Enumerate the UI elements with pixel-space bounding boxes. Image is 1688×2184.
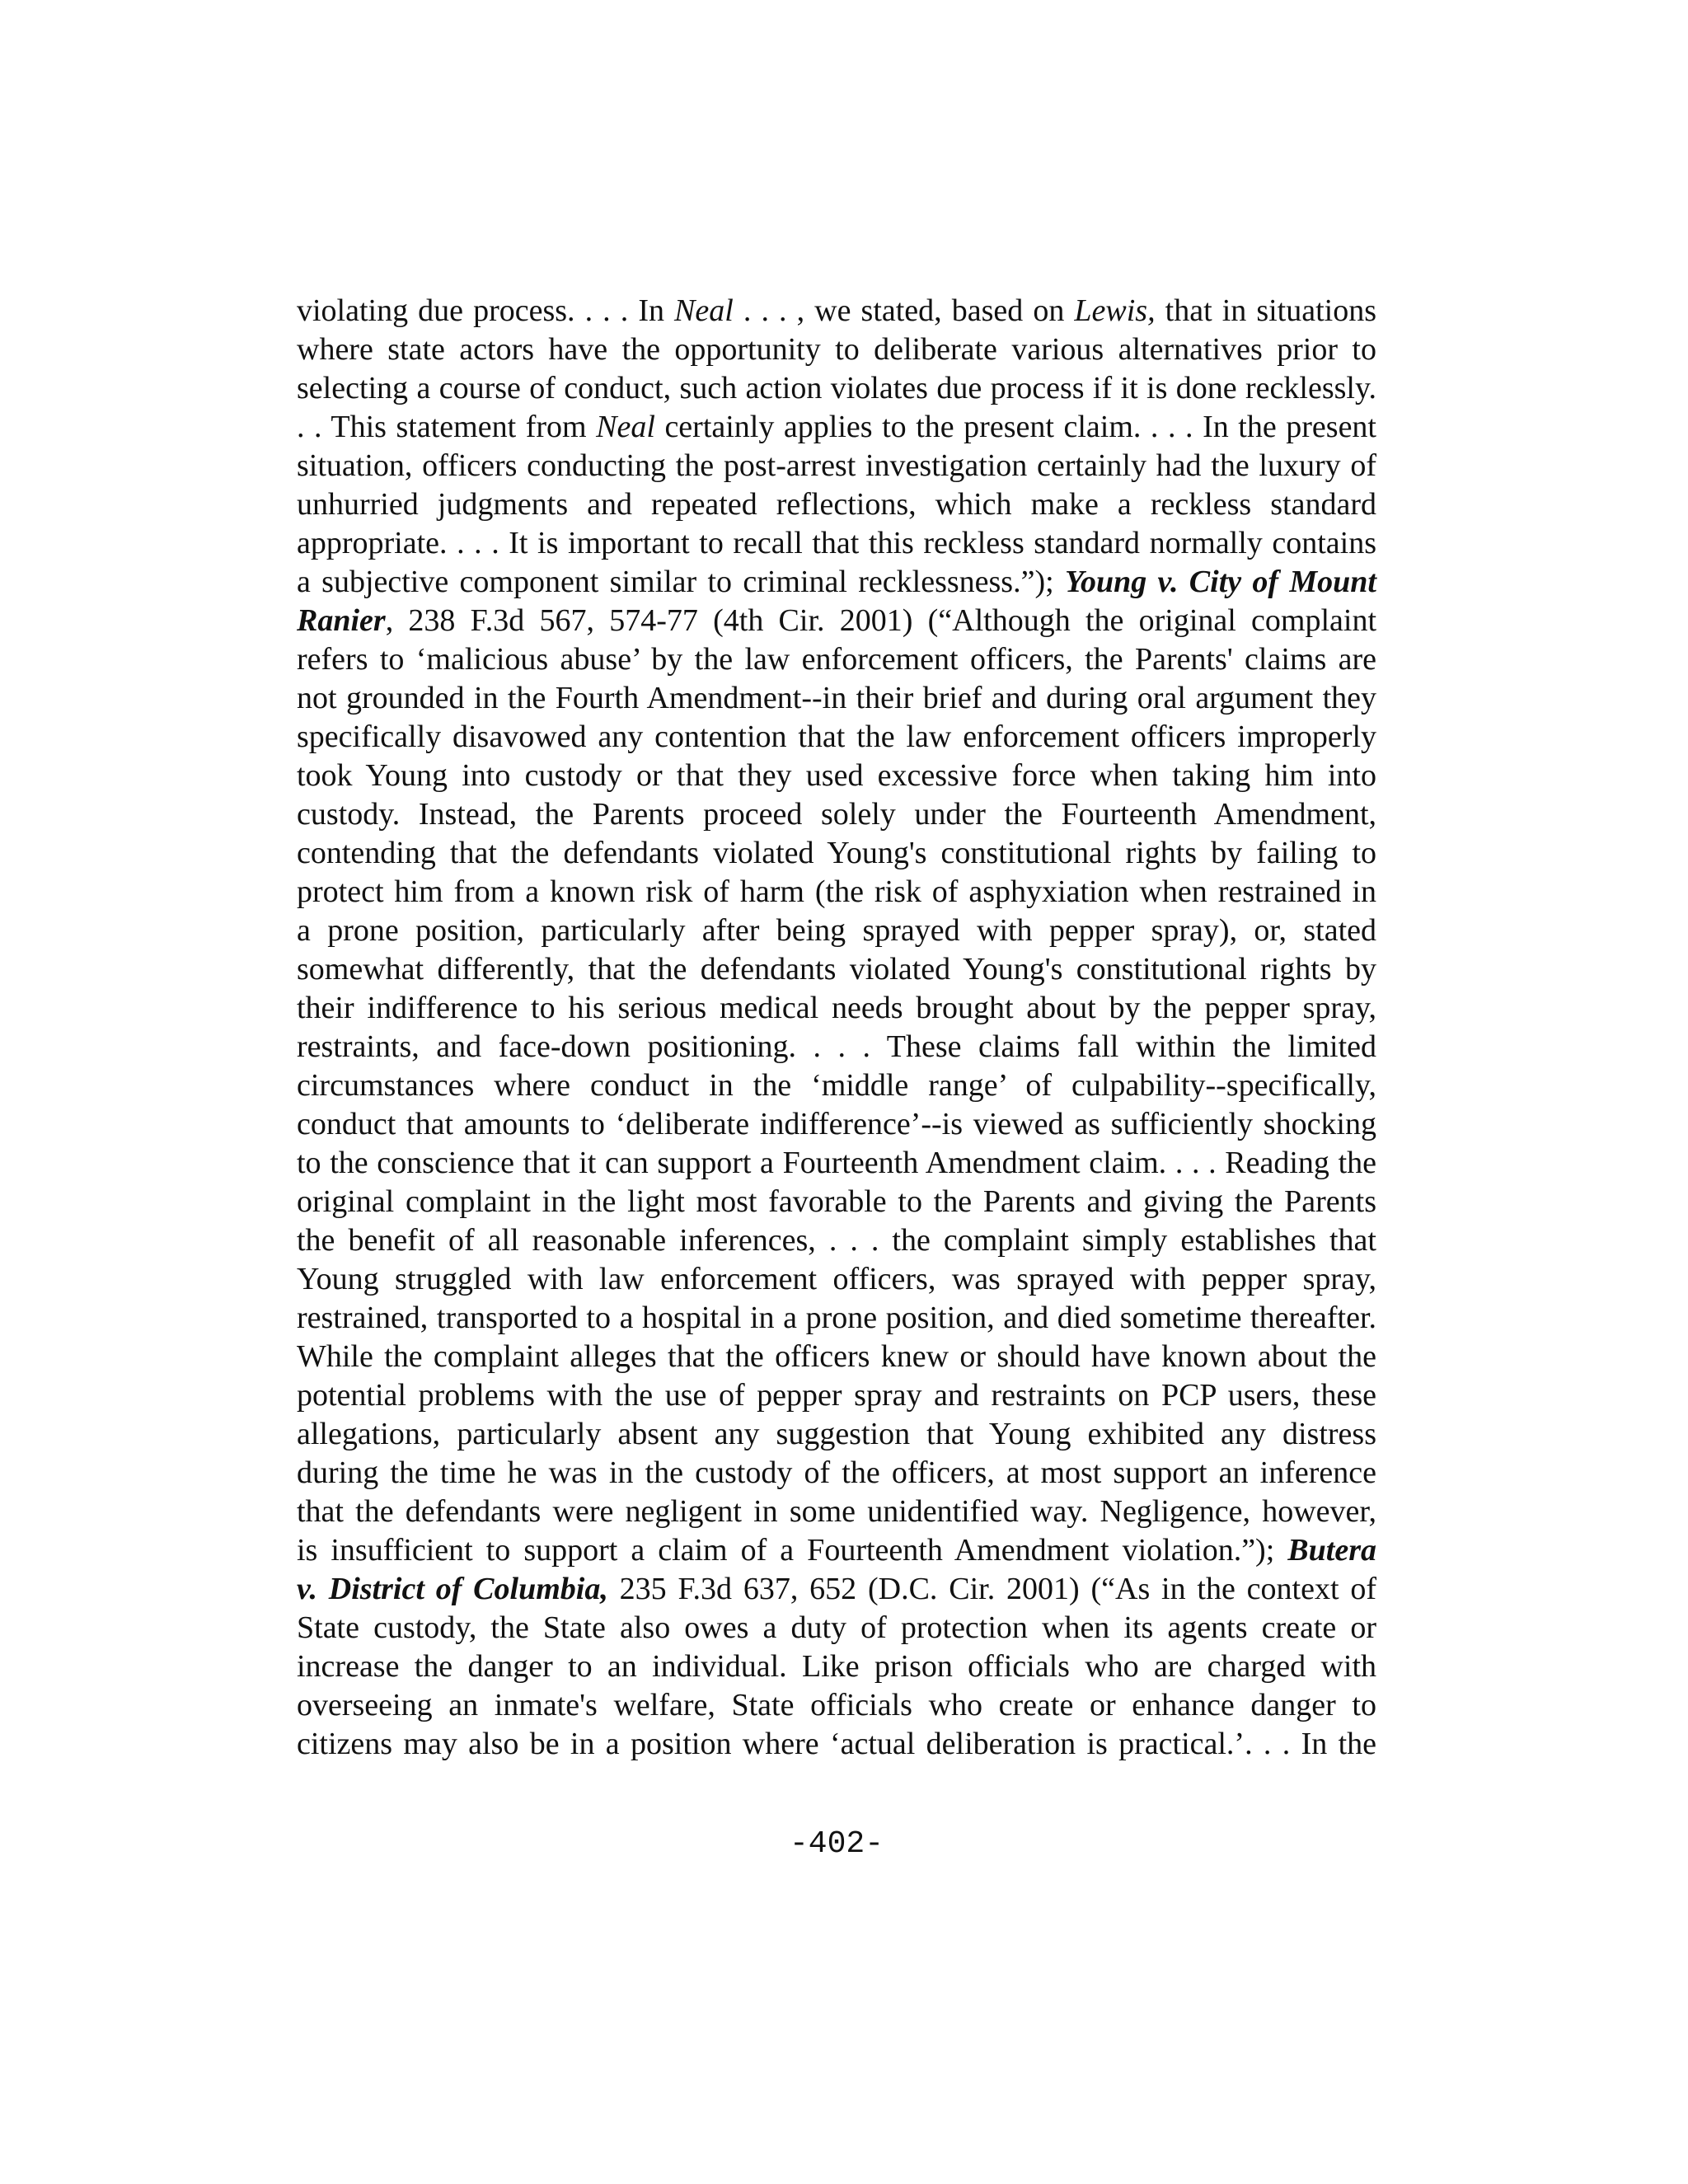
text-run: their indifference to his serious medical needs brought about by the pepper spray, [297,991,1376,1025]
case-name: Ranier [297,603,386,638]
text-run: State custody, the State also owes a duty of protection when its agents create or [297,1610,1376,1645]
text-run: that the defendants were negligent in some unidentified way. Negligence, however, [297,1494,1376,1529]
text-run: took Young into custody or that they used excessive force when taking him into [297,758,1376,793]
text-run: violating due process. . . . In [297,293,675,328]
text-line [297,1609,1376,1647]
text-run: protect him from a known risk of harm (the risk of asphyxiation when restrained in [297,874,1376,909]
text-line [297,1338,1376,1376]
text-line [297,1570,1376,1609]
text-run: a subjective component similar to criminal recklessness.”); [297,565,1065,599]
text-run: refers to ‘malicious abuse’ by the law enforcement officers, the Parents' claims are [297,642,1376,677]
text-line [297,1686,1376,1725]
text-line [297,1028,1376,1066]
text-line [297,485,1376,524]
text-line [297,1531,1376,1570]
text-line [297,330,1376,369]
text-run: While the complaint alleges that the officers knew or should have known about the [297,1339,1376,1374]
text-line [297,1260,1376,1299]
text-run: . . This statement from [297,410,597,444]
text-line [297,1105,1376,1144]
text-line [297,524,1376,563]
case-name: Butera [1287,1533,1376,1568]
text-run: potential problems with the use of pepper spray and restraints on PCP users, these [297,1378,1376,1413]
text-line [297,1066,1376,1105]
text-run: contending that the defendants violated Young's constitutional rights by failing to [297,836,1376,870]
text-line [297,640,1376,679]
text-run: unhurried judgments and repeated reflections, which make a reckless standard [297,487,1376,522]
italic-text: Lewis, [1074,293,1156,328]
italic-text: Neal [596,410,655,444]
text-run: 235 F.3d 637, 652 (D.C. Cir. 2001) (“As in the context of [607,1572,1376,1606]
text-line [297,1725,1376,1764]
text-run: circumstances where conduct in the ‘middle range’ of culpability--specifically, [297,1068,1376,1103]
text-run: conduct that amounts to ‘deliberate indifference’--is viewed as sufficiently shocking [297,1107,1376,1141]
text-run: that in situations [1155,293,1377,328]
text-line [297,912,1376,950]
text-line [297,757,1376,795]
text-run: allegations, particularly absent any suggestion that Young exhibited any distress [297,1417,1376,1451]
text-line [297,795,1376,834]
text-line [297,873,1376,912]
text-run: specifically disavowed any contention that the law enforcement officers improperly [297,719,1376,754]
text-run: custody. Instead, the Parents proceed solely under the Fourteenth Amendment, [297,797,1376,832]
body-text [297,292,1376,1764]
text-line [297,447,1376,485]
text-line [297,989,1376,1028]
text-run: somewhat differently, that the defendants violated Young's constitutional rights by [297,952,1376,987]
text-line [297,1221,1376,1260]
case-name: v. District of Columbia, [297,1572,608,1606]
text-run: overseeing an inmate's welfare, State officials who create or enhance danger to [297,1688,1376,1722]
text-run: not grounded in the Fourth Amendment--in their brief and during oral argument they [297,681,1376,715]
text-run: is insufficient to support a claim of a Fourteenth Amendment violation.”); [297,1533,1288,1568]
text-line [297,408,1376,447]
text-line [297,1454,1376,1493]
text-line [297,834,1376,873]
text-run: the benefit of all reasonable inferences, . . . the complaint simply establishes that [297,1223,1376,1258]
text-line [297,718,1376,757]
text-line [297,950,1376,989]
text-line [297,1144,1376,1183]
text-line [297,292,1376,330]
text-line [297,563,1376,602]
text-run: a prone position, particularly after being sprayed with pepper spray), or, stated [297,913,1376,948]
text-run: restraints, and face-down positioning. . . . These claims fall within the limited [297,1029,1376,1064]
text-line [297,1493,1376,1531]
text-run: . . . , we stated, based on [733,293,1075,328]
italic-text: Neal [674,293,734,328]
text-run: appropriate. . . . It is important to recall that this reckless standard normally contains [297,526,1376,560]
text-run: during the time he was in the custody of the officers, at most support an inference [297,1455,1376,1490]
text-line [297,679,1376,718]
case-name: Young v. City of Mount [1064,565,1376,599]
text-line [297,1647,1376,1686]
text-line [297,1376,1376,1415]
text-line [297,1299,1376,1338]
page-number: -402- [789,1826,884,1862]
text-run: certainly applies to the present claim. . . . In the present [654,410,1376,444]
text-run: increase the danger to an individual. Like prison officials who are charged with [297,1649,1376,1684]
text-run: to the conscience that it can support a Fourteenth Amendment claim. . . . Reading the [297,1146,1376,1180]
text-run: original complaint in the light most favorable to the Parents and giving the Parents [297,1184,1376,1219]
text-run: citizens may also be in a position where ‘actual deliberation is practical.’. . . In the [297,1727,1376,1761]
text-line [297,1415,1376,1454]
text-run: Young struggled with law enforcement officers, was sprayed with pepper spray, [297,1262,1376,1296]
text-line [297,1183,1376,1221]
text-run: situation, officers conducting the post-arrest investigation certainly had the luxury of [297,448,1376,483]
text-line [297,602,1376,640]
text-run: selecting a course of conduct, such action violates due process if it is done recklessly. [297,371,1376,405]
text-run: , 238 F.3d 567, 574-77 (4th Cir. 2001) (“Although the original complaint [385,603,1376,638]
text-line [297,369,1376,408]
text-run: where state actors have the opportunity to deliberate various alternatives prior to [297,332,1376,367]
text-run: restrained, transported to a hospital in a prone position, and died sometime thereafter. [297,1301,1376,1335]
